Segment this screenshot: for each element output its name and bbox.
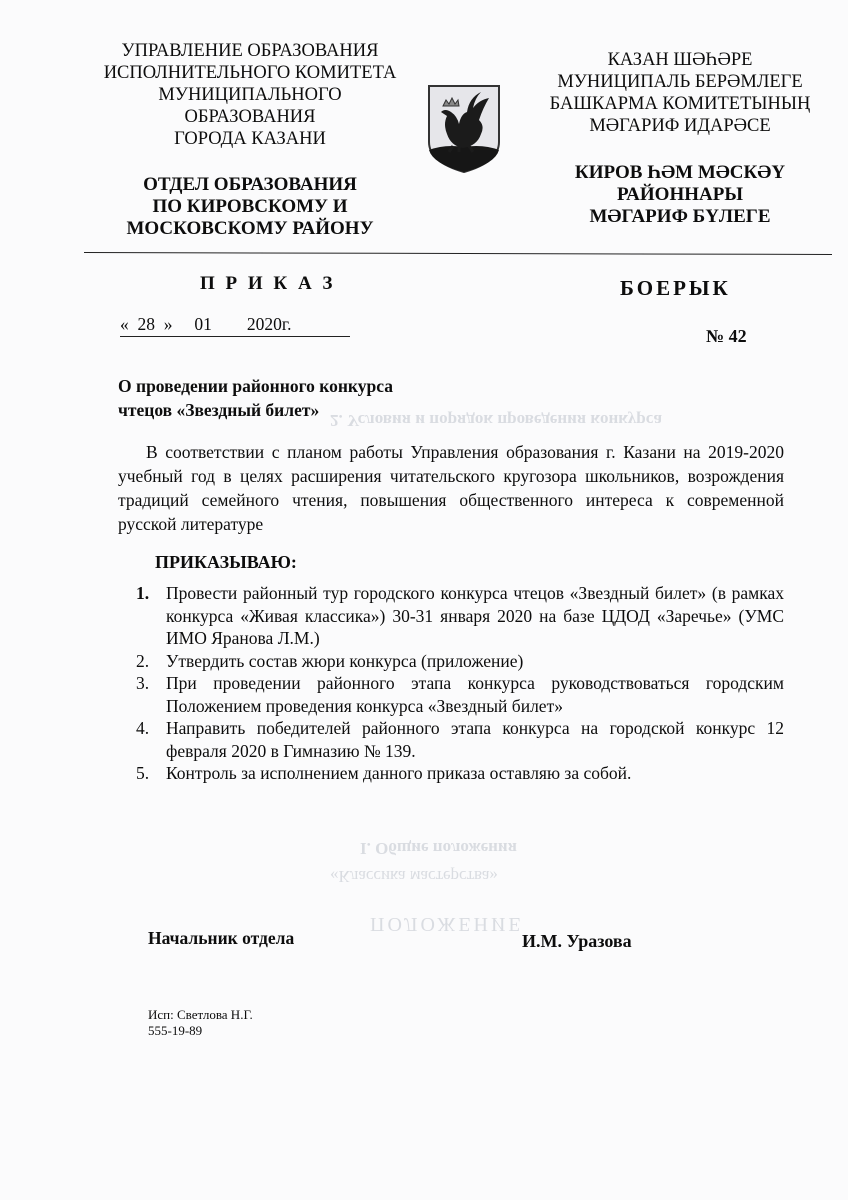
document-number: № 42 bbox=[706, 326, 747, 346]
order-item bbox=[136, 717, 784, 762]
item-text: При проведении районного этапа конкурса руководствоваться городским Положением проведения конкурса «Звездный билет» bbox=[166, 673, 784, 716]
executor-phone: 555-19-89 bbox=[148, 1023, 203, 1038]
item-text: Провести районный тур городского конкурса чтецов «Звездный билет» (в рамках конкурса «Живая классика») 30-31 января 2020 на базе ЦДОД «Заречье» (УМС ИМО Яранова Л.М.) bbox=[166, 583, 784, 648]
document-subject bbox=[118, 374, 393, 422]
order-item bbox=[136, 582, 784, 650]
subject-line: чтецов «Звездный билет» bbox=[118, 400, 320, 420]
bleed-through-text: 2. Условия и порядок проведения конкурса bbox=[330, 411, 662, 430]
item-text: Направить победителей районного этапа конкурса на городской конкурс 12 февраля 2020 в Гимназию № 139. bbox=[166, 718, 784, 761]
org-line: МУНИЦИПАЛЬНОГО bbox=[158, 85, 342, 105]
org-line: ГОРОДА КАЗАНИ bbox=[174, 129, 326, 149]
item-text: Утвердить состав жюри конкурса (приложение) bbox=[166, 650, 524, 671]
signature-name: И.М. Уразова bbox=[522, 931, 632, 951]
org-line: ОБРАЗОВАНИЯ bbox=[184, 107, 316, 127]
document-title-ru: П Р И К А З bbox=[200, 273, 336, 294]
order-heading: ПРИКАЗЫВАЮ: bbox=[155, 552, 297, 572]
executor-name: Исп: Светлова Н.Г. bbox=[148, 1007, 253, 1022]
bleed-through-text: ПОЛОЖЕНИЕ bbox=[370, 913, 524, 935]
item-number: 1. bbox=[136, 583, 150, 603]
dept-line: РАЙОННАРЫ bbox=[617, 184, 743, 205]
dept-line: ПО КИРОВСКОМУ И bbox=[152, 196, 348, 217]
item-number: 3. bbox=[136, 673, 150, 693]
header-left-org bbox=[80, 40, 420, 240]
order-item bbox=[136, 762, 784, 785]
order-item bbox=[136, 650, 784, 673]
org-line: БАШКАРМА КОМИТЕТЫНЫҢ bbox=[549, 94, 811, 114]
bleed-through-text: «Классика мастерства» bbox=[330, 867, 498, 886]
kazan-coat-of-arms-icon bbox=[425, 84, 503, 174]
org-line: МУНИЦИПАЛЬ БЕРӘМЛЕГЕ bbox=[557, 72, 803, 92]
dept-line: ОТДЕЛ ОБРАЗОВАНИЯ bbox=[143, 174, 357, 195]
department-ru bbox=[80, 174, 420, 240]
document-title-tt: БОЕРЫК bbox=[620, 276, 731, 300]
dept-line: КИРОВ ҺӘМ МӘСКӘҮ bbox=[574, 162, 786, 183]
item-number: 2. bbox=[136, 650, 150, 671]
department-tt bbox=[520, 162, 840, 228]
item-number: 4. bbox=[136, 718, 150, 738]
subject-line: О проведении районного конкурса bbox=[118, 376, 393, 396]
org-line: КАЗАН ШӘҺӘРЕ bbox=[607, 50, 753, 70]
org-line: МӘГАРИФ ИДАРӘСЕ bbox=[589, 116, 771, 136]
bleed-through-text: I. Общие положения bbox=[360, 839, 517, 858]
preamble bbox=[118, 440, 784, 536]
org-line: ИСПОЛНИТЕЛЬНОГО КОМИТЕТА bbox=[103, 63, 397, 83]
order-items bbox=[136, 582, 784, 785]
executor-info bbox=[148, 1007, 253, 1039]
org-line: УПРАВЛЕНИЕ ОБРАЗОВАНИЯ bbox=[121, 41, 379, 61]
order-item bbox=[136, 672, 784, 717]
preamble-text: В соответствии с планом работы Управления образования г. Казани на 2019-2020 учебный год в целях расширения читательского кругозора школьников, возрождения традиций семейного чтения, повышения общественного интереса к современной русской литературе bbox=[118, 442, 784, 534]
header-divider bbox=[84, 252, 832, 255]
item-number: 5. bbox=[136, 763, 150, 783]
header-right-org bbox=[520, 49, 840, 228]
dept-line: МӘГАРИФ БҮЛЕГЕ bbox=[589, 206, 771, 227]
item-text: Контроль за исполнением данного приказа оставляю за собой. bbox=[166, 763, 632, 783]
dept-line: МОСКОВСКОМУ РАЙОНУ bbox=[126, 218, 374, 239]
document-date: « 28 » 01 2020г. bbox=[120, 314, 350, 337]
signature-role: Начальник отдела bbox=[148, 928, 295, 948]
